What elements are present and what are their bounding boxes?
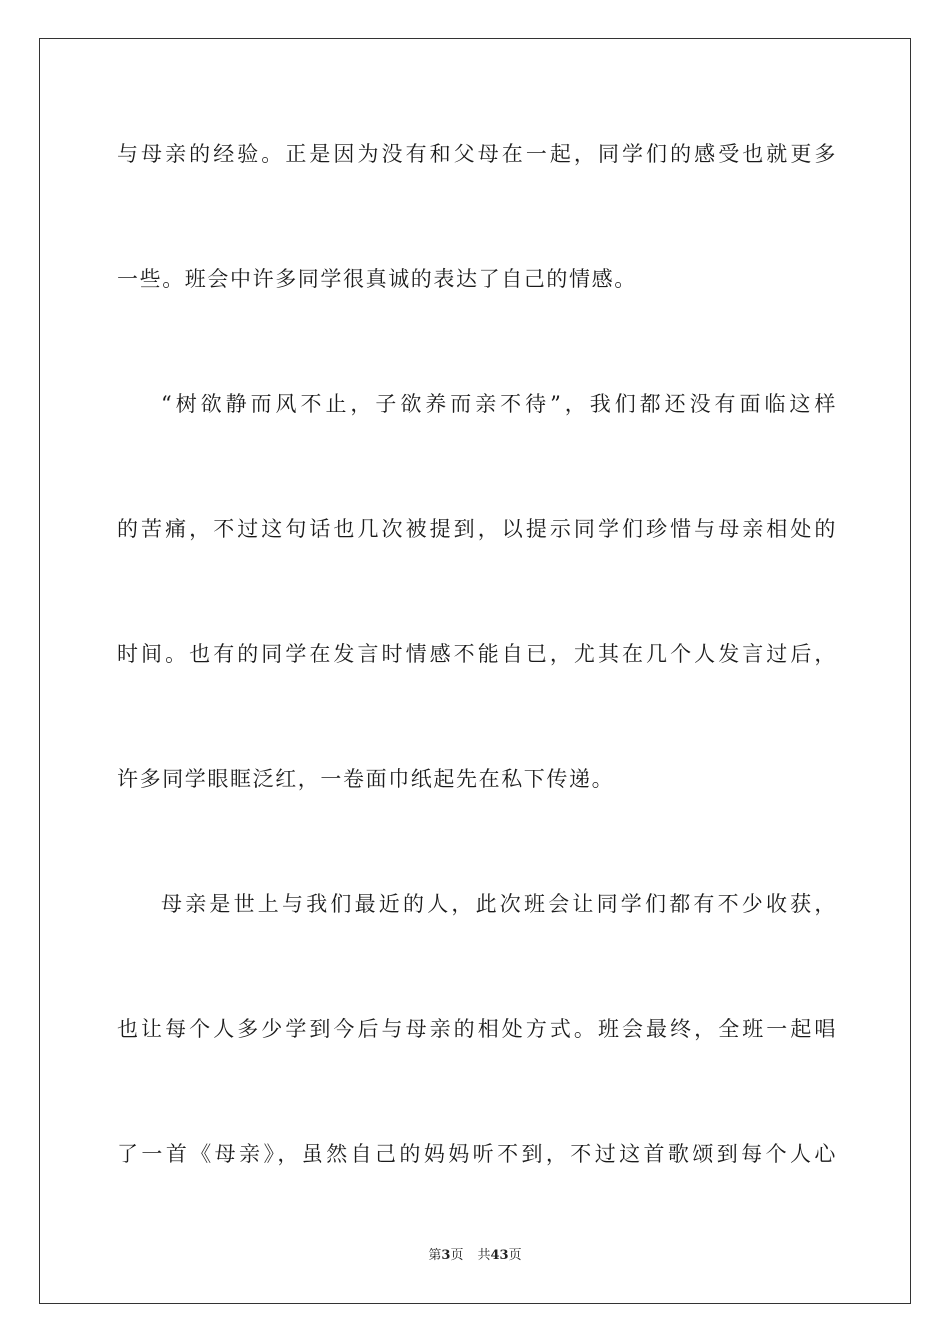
- body-line-9: 了一首《母亲》，虽然自己的妈妈听不到，不过这首歌颂到每个人心: [117, 1142, 837, 1166]
- total-pages: 43: [490, 1248, 509, 1263]
- page-footer: [0, 1247, 950, 1265]
- page-suffix: 页: [450, 1248, 464, 1263]
- body-line-1: 与母亲的经验。正是因为没有和父母在一起，同学们的感受也就更多: [117, 142, 837, 166]
- body-line-6: 许多同学眼眶泛红，一卷面巾纸起先在私下传递。: [117, 767, 615, 791]
- total-suffix: 页: [508, 1248, 522, 1263]
- total-prefix: 共: [477, 1248, 491, 1263]
- body-line-5: 时间。也有的同学在发言时情感不能自已，尤其在几个人发言过后，: [117, 642, 837, 666]
- body-line-4: 的苦痛，不过这句话也几次被提到，以提示同学们珍惜与母亲相处的: [117, 517, 837, 541]
- body-line-2: 一些。班会中许多同学很真诚的表达了自己的情感。: [117, 267, 637, 291]
- page-prefix: 第: [428, 1248, 442, 1263]
- page-number: 3: [441, 1248, 451, 1263]
- body-line-7: 母亲是世上与我们最近的人，此次班会让同学们都有不少收获，: [161, 892, 837, 916]
- body-line-8: 也让每个人多少学到今后与母亲的相处方式。班会最终，全班一起唱: [117, 1017, 837, 1041]
- page-frame: [39, 38, 911, 1304]
- body-line-3: “树欲静而风不止，子欲养而亲不待”，我们都还没有面临这样: [161, 392, 837, 416]
